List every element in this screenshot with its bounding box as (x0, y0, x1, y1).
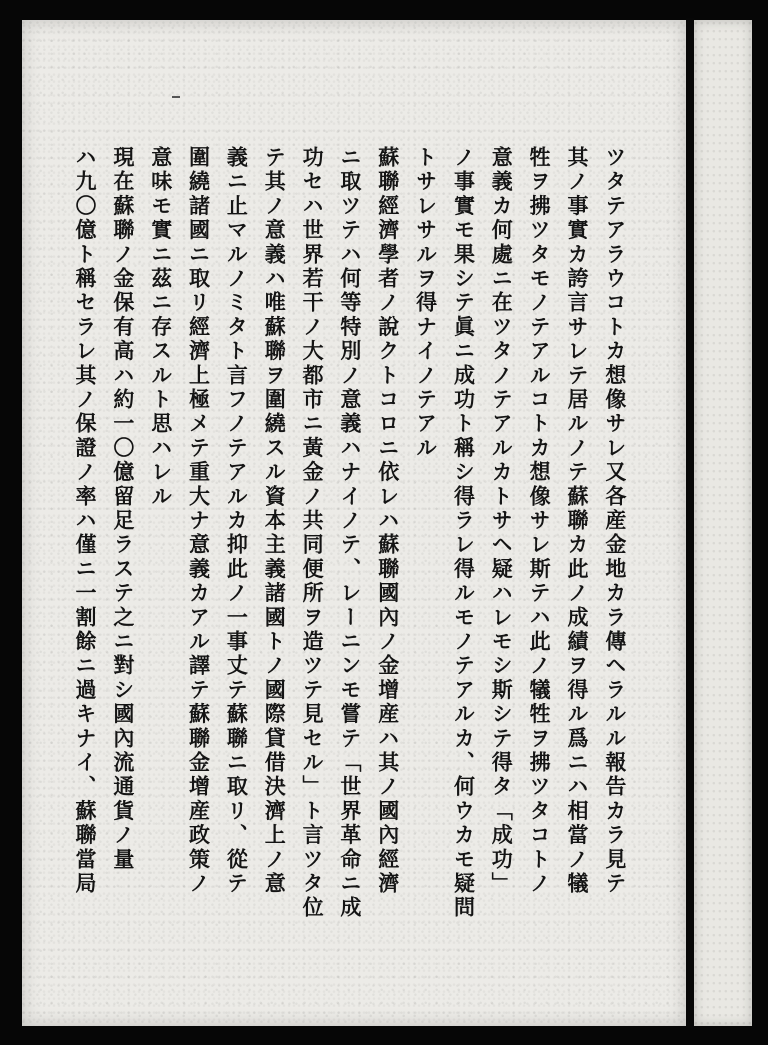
vertical-text-body (70, 146, 630, 946)
page-speck (172, 96, 180, 98)
text-column-6: トサレサルヲ得ナイノテアル (413, 146, 439, 461)
text-column-2: 其ノ事實カ誇言サレテ居ルノテ蘇聯カ此ノ成績ヲ得ル爲ニハ相當ノ犠 (564, 146, 590, 897)
text-column-9: 功セハ世界若干ノ大都市ニ黃金ノ共同便所ヲ造ツテ見セル」ト言ツタ位 (300, 146, 326, 921)
text-column-13: 意味モ實ニ茲ニ存スルト思ハレル (148, 146, 174, 509)
text-column-10: テ其ノ意義ハ唯蘇聯ヲ圍繞スル資本主義諸國トノ國際貸借決濟上ノ意 (262, 146, 288, 897)
text-column-3: 牲ヲ拂ツタモノテアルコトカ想像サレ斯テハ此ノ犠牲ヲ拂ツタコトノ (527, 146, 553, 897)
adjacent-page-edge (694, 20, 752, 1026)
text-column-11: 義ニ止マルノミタト言フノテアルカ抑此ノ一事丈テ蘇聯ニ取リ、從テ (224, 146, 250, 897)
text-column-5: ノ事實モ果シテ眞ニ成功ト稱シ得ラレ得ルモノテアルカ、何ウカモ疑問 (451, 146, 477, 921)
text-column-14: 現在蘇聯ノ金保有高ハ約一〇億留足ラステ之ニ對シ國內流通貨ノ量 (110, 146, 136, 872)
text-column-12: 圍繞諸國ニ取リ經濟上極メテ重大ナ意義カアル譯テ蘇聯金增産政策ノ (186, 146, 212, 897)
text-column-1: ツタテアラウコトカ想像サレ又各産金地カラ傳ヘラルル報告カラ見テ (602, 146, 628, 897)
page-gutter (686, 18, 694, 1028)
text-column-7: 蘇聯經濟學者ノ說クトコロニ依レハ蘇聯國內ノ金增産ハ其ノ國內經濟 (375, 146, 401, 897)
text-column-15: ハ九〇億ト稱セラレ其ノ保證ノ率ハ僅ニ一割餘ニ過キナイ、蘇聯當局 (73, 146, 98, 897)
text-column-4: 意義カ何處ニ在ツタノテアルカトサヘ疑ハレモシ斯シテ得タ「成功」 (489, 146, 515, 897)
text-column-8: ニ取ツテハ何等特別ノ意義ハナイノテ、レーニンモ嘗テ「世界革命ニ成 (337, 146, 363, 921)
